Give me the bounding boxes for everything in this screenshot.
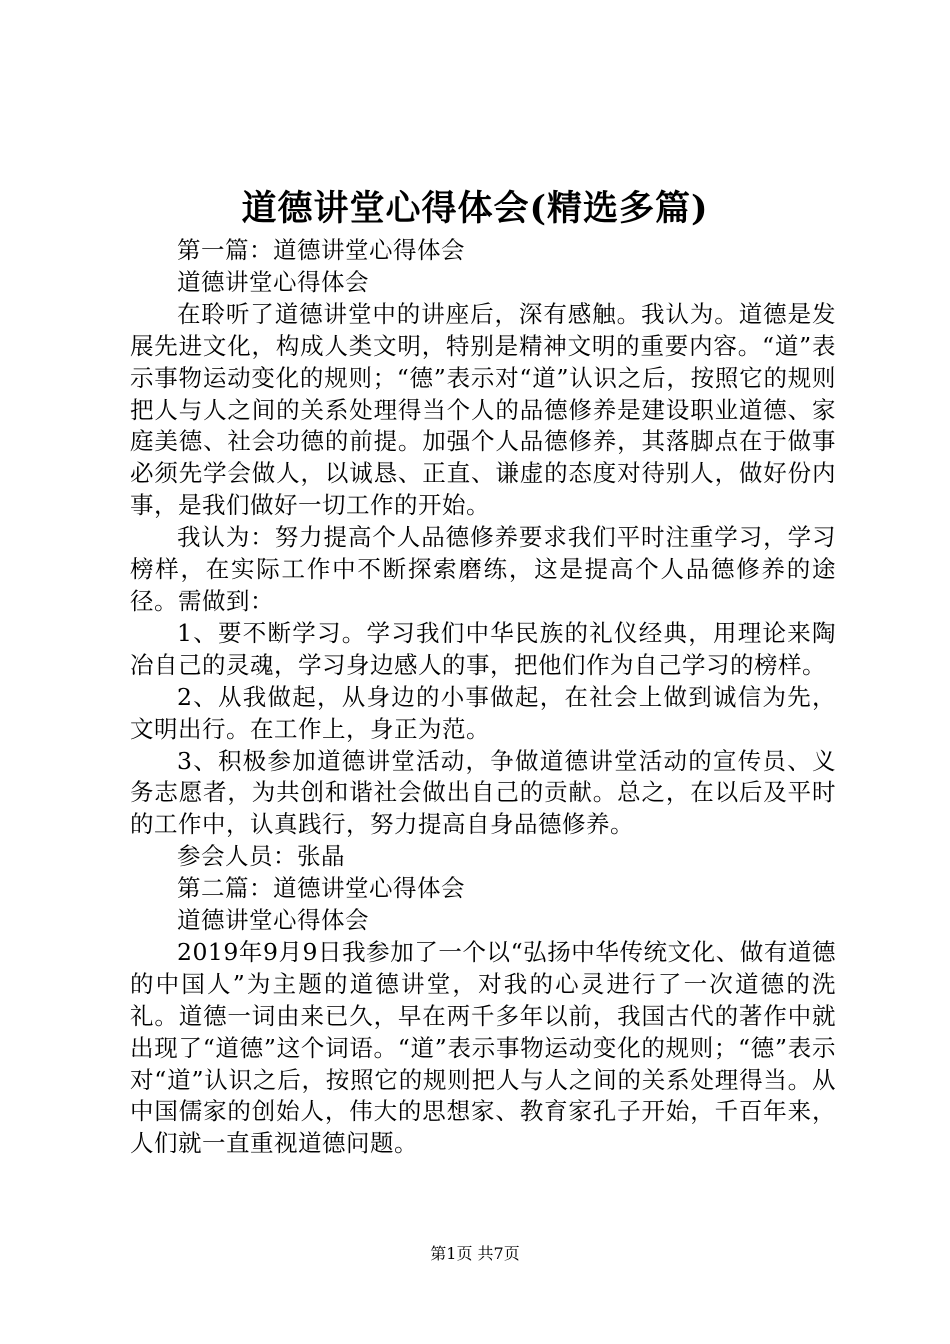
body-paragraph: 2019年9月9日我参加了一个以“弘扬中华传统文化、做有道德的中国人”为主题的道德讲堂，对我的心灵进行了一次道德的洗礼。道德一词由来已久，早在两千多年以前，我国古代的著作中就出现了“道德”这个词语。“道”表示事物运动变化的规则；“德”表示对“道”认识之后，按照它的规则把人与人之间的关系处理得当。从中国儒家的创始人，伟大的思想家、教育家孔子开始，千百年来，人们就一直重视道德问题。 [130, 937, 836, 1158]
section-subheading-2: 道德讲堂心得体会 [177, 906, 369, 935]
document-title: 道德讲堂心得体会(精选多篇) [241, 188, 709, 229]
document-body [130, 235, 836, 1160]
section-heading-1: 第一篇：道德讲堂心得体会 [177, 236, 465, 264]
list-item-3: 3、积极参加道德讲堂活动，争做道德讲堂活动的宣传员、义务志愿者，为共创和谐社会做出自己的贡献。总之，在以后及平时的工作中，认真践行，努力提高自身品德修养。 [130, 746, 836, 839]
page-footer: 第1页 共7页 [430, 1244, 520, 1263]
body-paragraph: 我认为：努力提高个人品德修养要求我们平时注重学习，学习榜样，在实际工作中不断探索磨练，这是提高个人品德修养的途径。需做到： [130, 523, 836, 615]
body-paragraph: 在聆听了道德讲堂中的讲座后，深有感触。我认为。道德是发展先进文化，构成人类文明，特别是精神文明的重要内容。“道”表示事物运动变化的规则；“德”表示对“道”认识之后，按照它的规则把人与人之间的关系处理得当个人的品德修养是建设职业道德、家庭美德、社会功德的前提。加强个人品德修养，其落脚点在于做事必须先学会做人，以诚恳、正直、谦虚的态度对待别人，做好份内事，是我们做好一切工作的开始。 [130, 299, 836, 520]
section-subheading-1: 道德讲堂心得体会 [177, 267, 369, 296]
attendee-line: 参会人员：张晶 [177, 842, 345, 871]
list-item-2: 2、从我做起，从身边的小事做起，在社会上做到诚信为先，文明出行。在工作上，身正为范。 [130, 682, 836, 743]
section-heading-2: 第二篇：道德讲堂心得体会 [177, 874, 465, 903]
list-item-1: 1、要不断学习。学习我们中华民族的礼仪经典，用理论来陶冶自己的灵魂，学习身边感人的事，把他们作为自己学习的榜样。 [130, 618, 836, 679]
